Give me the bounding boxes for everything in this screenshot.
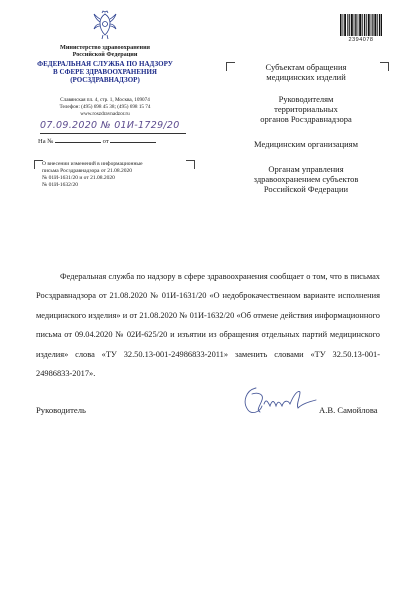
phone-line: Телефон: (495) 698 45 38; (495) 698 15 74 xyxy=(59,103,151,110)
reply-prefix: На № xyxy=(38,138,54,145)
agency-line-3: (РОСЗДРАВНАДЗОР) xyxy=(70,76,140,85)
ministry-name xyxy=(30,44,180,58)
recipient-line: Органам управления xyxy=(268,164,344,174)
recipient-line: здравоохранением субъектов xyxy=(253,174,359,185)
subject-line-4: № 01И-1632/20 xyxy=(42,182,78,189)
subject-line-1: О внесении изменений в информационные xyxy=(42,161,143,167)
recipient-line: Российской Федерации xyxy=(263,184,349,195)
ministry-line-2: Российской Федерации xyxy=(72,51,138,59)
agency-line-1: ФЕДЕРАЛЬНАЯ СЛУЖБА ПО НАДЗОРУ xyxy=(37,60,173,68)
recipient-medical-orgs xyxy=(232,139,380,149)
recipient-territorial-heads xyxy=(232,94,380,125)
barcode-icon xyxy=(340,14,382,36)
agency-line-2: В СФЕРЕ ЗДРАВООХРАНЕНИЯ xyxy=(53,68,157,77)
reply-number-blank xyxy=(55,142,101,143)
handwritten-signature-icon xyxy=(238,380,318,420)
recipient-line: медицинских изделий xyxy=(266,72,346,83)
ref-text: 07.09.2020 № 01И-1729/20 xyxy=(40,120,180,131)
reply-from-label: от xyxy=(102,138,109,145)
address-line: Славянская пл. 4, стр. 1, Москва, 109074 xyxy=(60,97,150,103)
letter-body: Федеральная служба по надзору в сфере здравоохранения сообщает о том, что в письмах Росздравнадзора от 21.08.2020 № 01И-1631/20 «О недоброкачественном варианте исполнения медицинского изделия» и от 21.08.2020 № 01И-1632/20 «Об отмене действия информационного письма от 09.04.2020 № 02И-625/20 и изъятии из обращения отдельных партий медицинского изделия» слова «ТУ 32.50.13-001-24986833-2011» заменить словами «ТУ 32.50.13-001-24986833-2017». xyxy=(36,272,380,379)
website-line: www.roszdravnadzor.ru xyxy=(80,110,130,117)
handwritten-ref-number xyxy=(40,120,190,136)
subject-line-2: письма Росздравнадзора от 21.08.2020 xyxy=(42,168,133,175)
ref-underline xyxy=(40,133,186,134)
reply-reference-line xyxy=(38,138,188,145)
subject-line-3: № 01И-1631/20 и от 21.08.2020 xyxy=(42,175,115,182)
barcode-number: 2394078 xyxy=(348,37,374,43)
agency-name xyxy=(30,60,180,84)
ministry-line-1: Министерство здравоохранения xyxy=(59,44,151,51)
recipient-line: Субъектам обращения xyxy=(265,62,347,72)
recipients-corner-right xyxy=(380,62,389,71)
signatory-title: Руководитель xyxy=(36,405,86,415)
reply-date-blank xyxy=(110,142,156,143)
signatory-name: А.В. Самойлова xyxy=(319,405,378,415)
subject-block xyxy=(42,161,182,190)
recipient-health-authorities xyxy=(232,164,380,195)
recipient-line: органов Росздравнадзора xyxy=(260,114,352,125)
recipient-line: Руководителям xyxy=(278,94,334,104)
contact-info xyxy=(30,97,180,117)
subject-corner-right xyxy=(186,160,195,169)
recipient-circulation-subjects xyxy=(232,62,380,82)
recipient-line: территориальных xyxy=(274,104,338,115)
coat-of-arms-icon xyxy=(92,10,118,40)
recipient-line: Медицинским организациям xyxy=(254,139,358,149)
